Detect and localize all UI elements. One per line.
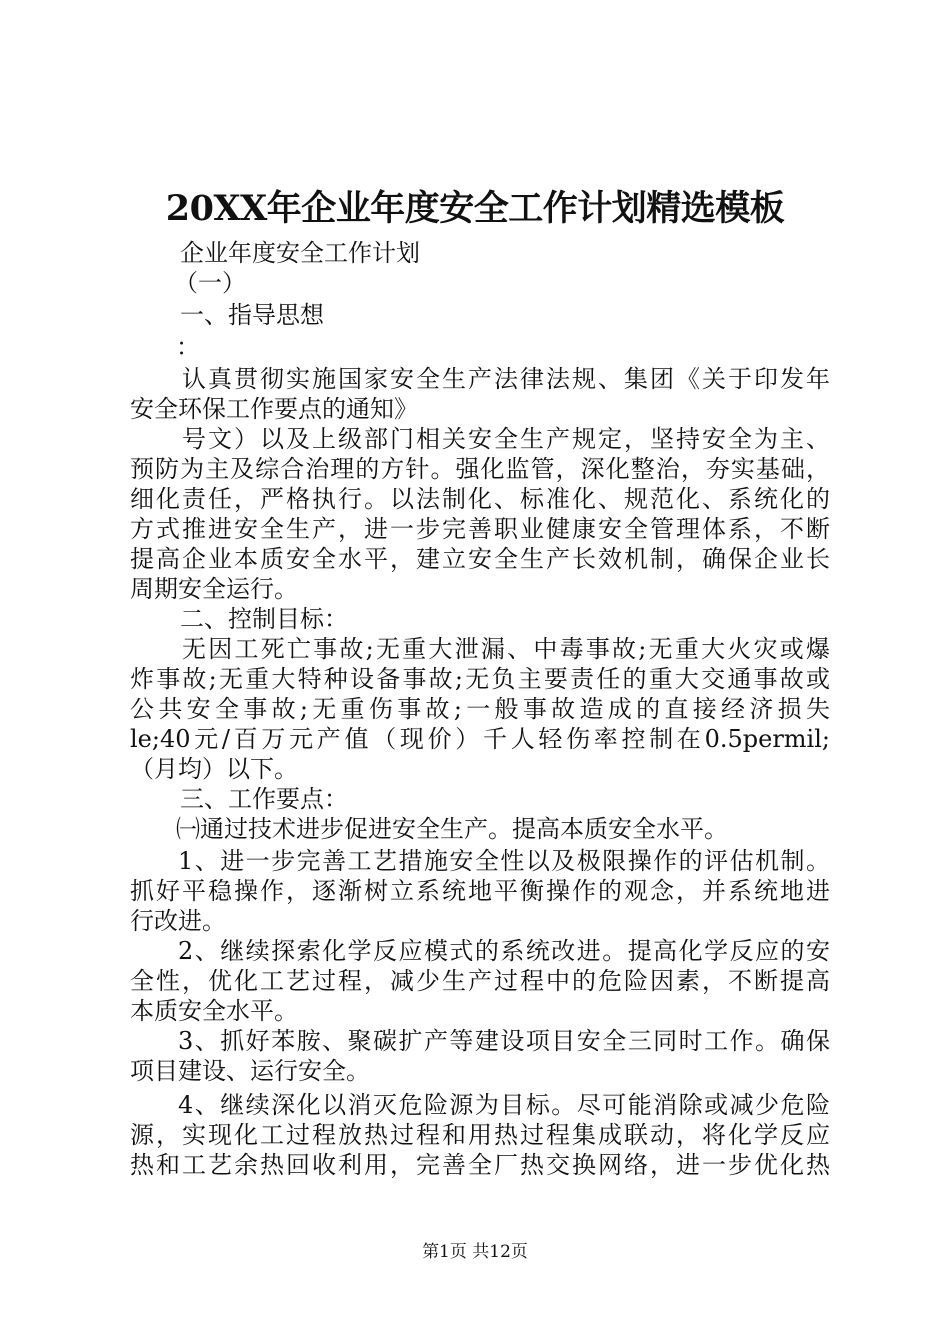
paragraph-line: 源，实现化工过程放热过程和用热过程集成联动，将化学反应 <box>130 1121 830 1149</box>
paragraph-line: 行改进。 <box>130 907 226 935</box>
paragraph-line: 炸事故;无重大特种设备事故;无负主要责任的重大交通事故或 <box>130 665 830 693</box>
heading-guiding-thought: 一、指导思想 <box>180 301 324 329</box>
paragraph-line: 2、继续探索化学反应模式的系统改进。提高化学反应的安 <box>178 937 830 965</box>
paragraph-line: 全性，优化工艺过程，减少生产过程中的危险因素，不断提高 <box>130 967 830 995</box>
paragraph-line: 1、进一步完善工艺措施安全性以及极限操作的评估机制。 <box>178 847 830 875</box>
subtitle-line: 企业年度安全工作计划 <box>180 239 420 267</box>
paragraph-line: 预防为主及综合治理的方针。强化监管，深化整治，夯实基础， <box>130 455 830 483</box>
paragraph-line: 方式推进安全生产，进一步完善职业健康安全管理体系，不断 <box>130 515 830 543</box>
paragraph-line: 提高企业本质安全水平，建立安全生产长效机制，确保企业长 <box>130 545 830 573</box>
paragraph-line: 号文）以及上级部门相关安全生产规定，坚持安全为主、 <box>182 425 830 453</box>
paragraph-line: 细化责任，严格执行。以法制化、标准化、规范化、系统化的 <box>130 485 830 513</box>
colon-line: ： <box>176 333 200 361</box>
paragraph-line: 项目建设、运行安全。 <box>130 1057 370 1085</box>
heading-work-points: 三、工作要点： <box>180 785 348 813</box>
paragraph-line: 抓好平稳操作，逐渐树立系统地平衡操作的观念，并系统地进 <box>130 877 830 905</box>
paragraph-line: 3、抓好苯胺、聚碳扩产等建设项目安全三同时工作。确保 <box>178 1027 830 1055</box>
section-number-line: （一） <box>174 269 246 297</box>
paragraph-line: 4、继续深化以消灭危险源为目标。尽可能消除或减少危险 <box>178 1091 830 1119</box>
page-number: 第1页 共12页 <box>422 1242 528 1262</box>
paragraph-line: 热和工艺余热回收利用，完善全厂热交换网络，进一步优化热 <box>130 1151 830 1179</box>
paragraph-line: le;40元/百万元产值（现价）千人轻伤率控制在0.5permil; <box>130 725 830 753</box>
subheading-line: ㈠通过技术进步促进安全生产。提高本质安全水平。 <box>176 815 728 843</box>
heading-control-goals: 二、控制目标： <box>180 605 348 633</box>
paragraph-line: 周期安全运行。 <box>130 575 298 603</box>
paragraph-line: 认真贯彻实施国家安全生产法律法规、集团《关于印发年 <box>182 365 830 393</box>
paragraph-line: 安全环保工作要点的通知》 <box>130 395 418 423</box>
paragraph-line: 本质安全水平。 <box>130 997 298 1025</box>
paragraph-line: （月均）以下。 <box>130 755 298 783</box>
paragraph-line: 无因工死亡事故;无重大泄漏、中毒事故;无重大火灾或爆 <box>182 635 830 663</box>
paragraph-line: 公共安全事故;无重伤事故;一般事故造成的直接经济损失 <box>130 695 830 723</box>
page-title: 20XX年企业年度安全工作计划精选模板 <box>165 188 785 229</box>
